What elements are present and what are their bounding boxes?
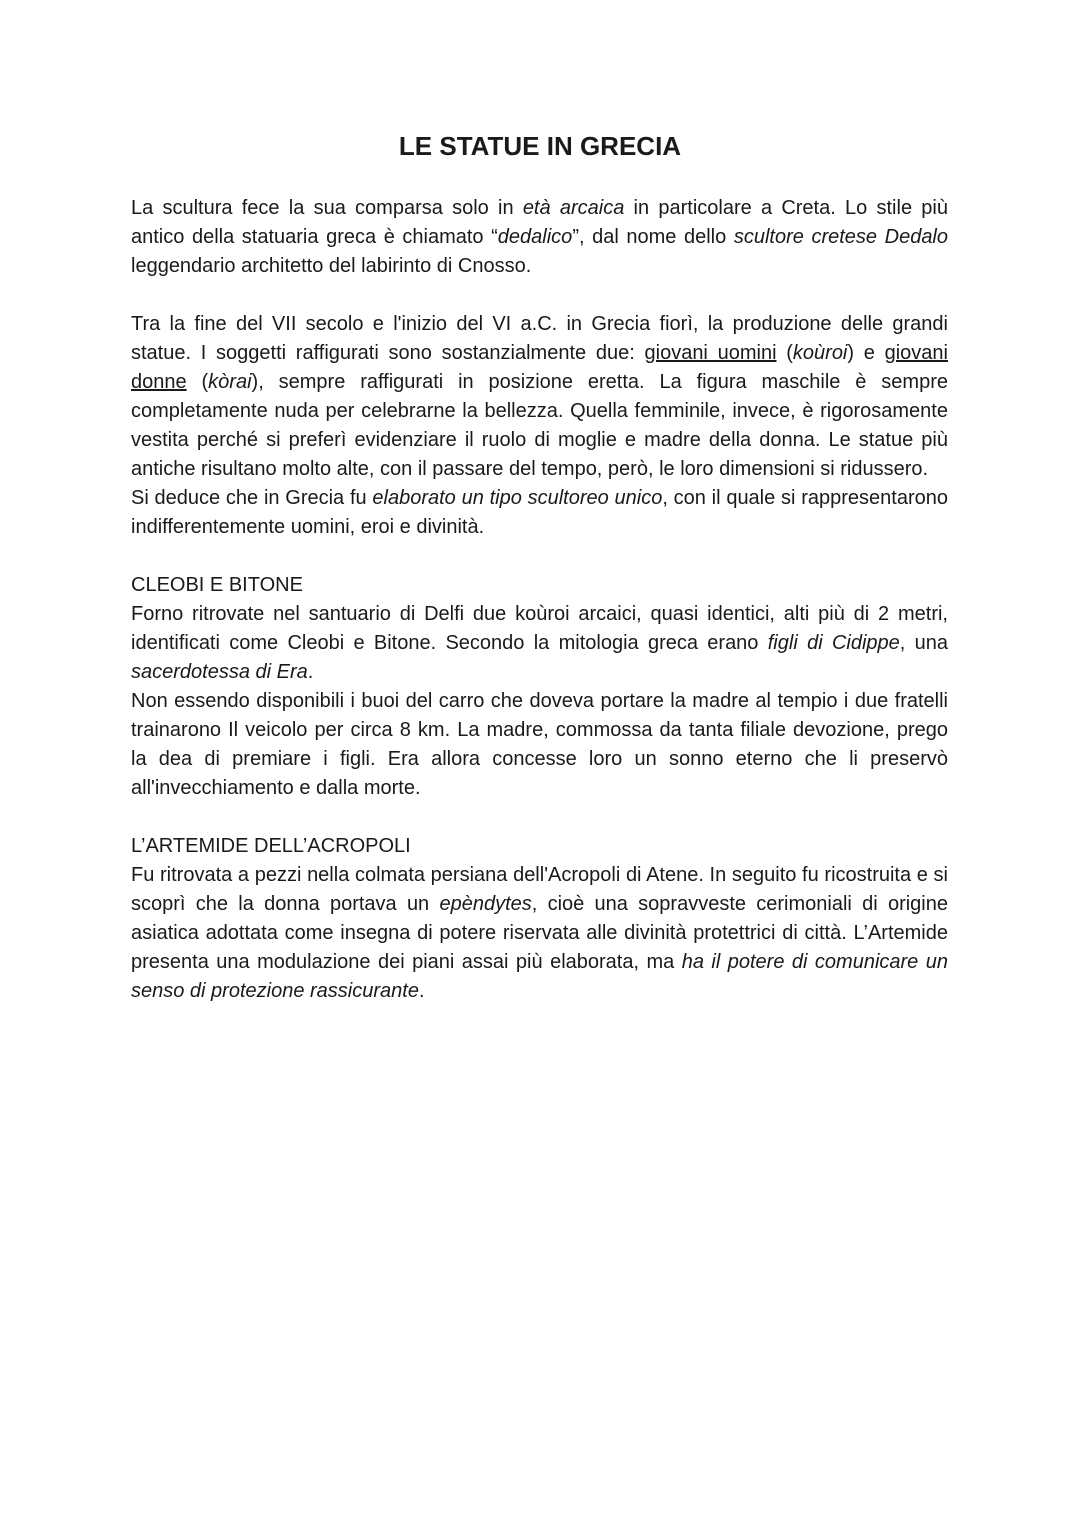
- text-run: ), sempre raffigurati in posizione eretta. La figura maschile è sempre completamente nuda per celebrarne la bellezza. Quella femminile, invece, è rigorosamente vestita perché si preferì evidenziare il ruolo di moglie e madre della donna. Le statue più antiche risultano molto alte, con il passare del tempo, però, le loro dimensioni si ridussero.: [131, 371, 948, 480]
- emphasis-text: dedalico: [497, 226, 573, 248]
- paragraph-gap: [131, 803, 948, 832]
- paragraph-gap: [131, 281, 948, 310]
- underlined-text: giovani uomini: [644, 342, 777, 364]
- paragraph-gap: [131, 542, 948, 571]
- emphasis-text: epèndytes: [439, 893, 532, 915]
- text-run: La scultura fece la sua comparsa solo in: [131, 197, 523, 219]
- text-run: Tra la fine del VII secolo e l'inizio del VI a.C. in Grecia fiorì, la produzione delle grandi statue. I soggetti raffigurati sono sostanzialmente due:: [131, 313, 948, 364]
- paragraph-cleobi-discovery: [131, 600, 948, 687]
- section-heading-artemide: L’ARTEMIDE DELL’ACROPOLI: [131, 835, 411, 857]
- emphasis-text: elaborato un tipo scultoreo unico: [372, 487, 663, 509]
- paragraph-deduction: [131, 484, 948, 542]
- text-run: Forno ritrovate nel santuario di Delfi due koùroi arcaici, quasi identici, alti più di 2 metri, identificati come Cleobi e Bitone. Secondo la mitologia greca erano: [131, 603, 948, 654]
- text-run: , una: [899, 632, 948, 654]
- text-run: .: [418, 980, 425, 1002]
- emphasis-text: kòrai: [208, 371, 252, 393]
- section-heading-cleobi: CLEOBI E BITONE: [131, 574, 303, 596]
- text-run: ) e: [847, 342, 885, 364]
- text-run: ”, dal nome dello: [572, 226, 734, 248]
- emphasis-text: sacerdotessa di Era: [131, 661, 308, 683]
- text-run: Si deduce che in Grecia fu: [131, 487, 373, 509]
- paragraph-statues: [131, 310, 948, 484]
- text-run: , con il quale si rappresentarono indifferentemente uomini, eroi e divinità.: [131, 487, 948, 538]
- text-run: (: [776, 342, 793, 364]
- paragraph-intro: [131, 194, 948, 281]
- text-run: , cioè una sopravveste cerimoniali di origine asiatica adottata come insegna di potere riservata alle divinità protettrici di città. L’Artemide presenta una modulazione dei piani assai più elaborata, ma: [131, 893, 948, 973]
- underlined-text: giovani donne: [131, 342, 948, 393]
- text-run: (: [186, 371, 209, 393]
- text-run: in particolare a Creta. Lo stile più antico della statuaria greca è chiamato “: [131, 197, 948, 248]
- document-body: [131, 194, 948, 1006]
- emphasis-text: ha il potere di comunicare un senso di protezione rassicurante: [131, 951, 948, 1002]
- emphasis-text: scultore cretese Dedalo: [733, 226, 949, 248]
- paragraph-artemide: [131, 861, 948, 1006]
- paragraph-cleobi-myth: Non essendo disponibili i buoi del carro che doveva portare la madre al tempio i due fratelli trainarono Il veicolo per circa 8 km. La madre, commossa da tanta filiale devozione, prego la dea di premiare i figli. Era allora concesse loro un sonno eterno che li preservò all'invecchiamento e dalla morte.: [131, 690, 948, 799]
- emphasis-text: età arcaica: [522, 197, 625, 219]
- text-run: leggendario architetto del labirinto di Cnosso.: [131, 255, 532, 277]
- page-title: LE STATUE IN GRECIA: [398, 131, 682, 161]
- emphasis-text: koùroi: [792, 342, 848, 364]
- text-run: .: [307, 661, 314, 683]
- emphasis-text: figli di Cidippe: [767, 632, 900, 654]
- text-run: Fu ritrovata a pezzi nella colmata persiana dell'Acropoli di Atene. In seguito fu ricostruita e si scoprì che la donna portava un: [131, 864, 948, 915]
